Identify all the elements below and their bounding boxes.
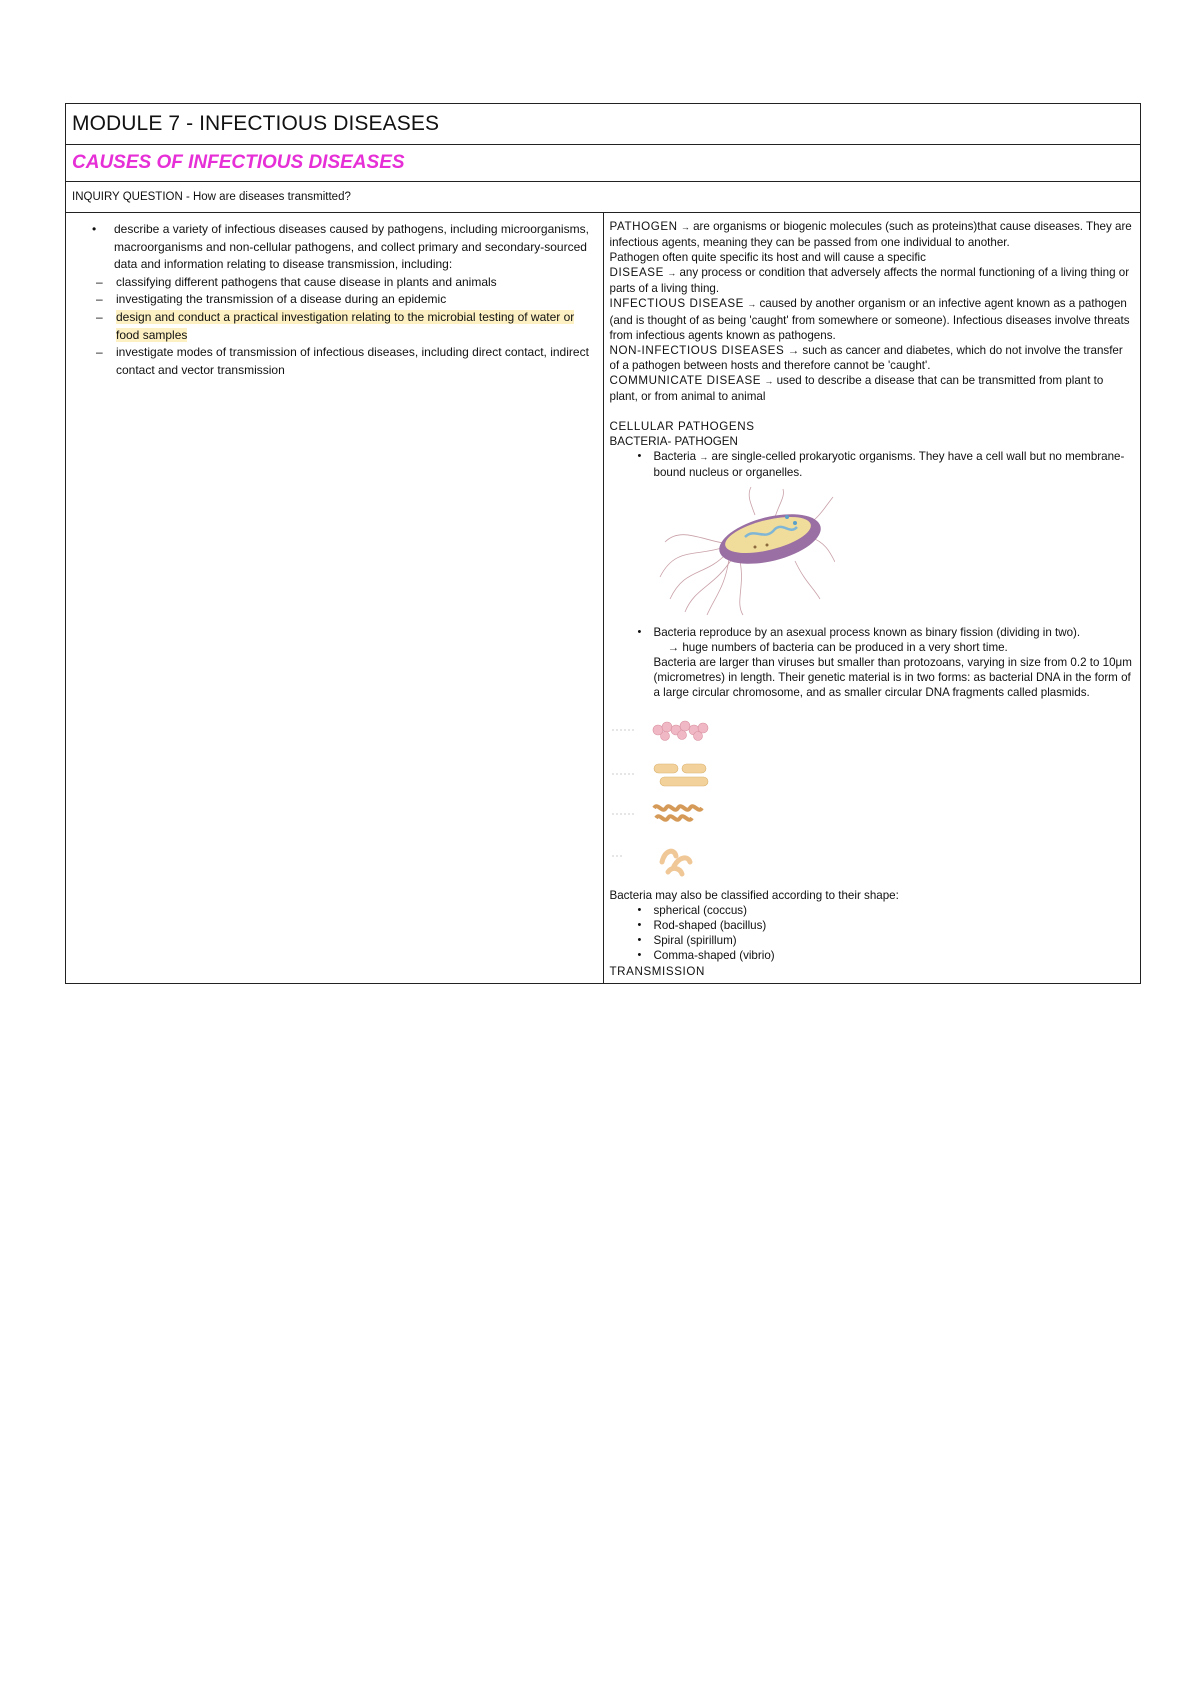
shape-list [610,903,1135,963]
coccus-image [610,716,730,758]
binary-fission-text: • Bacteria reproduce by an asexual process known as binary fission (dividing in two). [637,625,1081,639]
bacterium-diagram [655,487,835,617]
shape-list-item: • Comma-shaped (vibrio) [637,949,775,963]
cellular-pathogens-heading: CELLULAR PATHOGENS [609,420,755,434]
bacteria-shapes-figure [610,716,730,884]
syllabus-sub-item-text: investigate modes of transmission of infectious diseases, including direct contact, indirect contact and vector transmission [116,345,589,377]
bacteria-heading: BACTERIA- PATHOGEN [609,435,738,449]
bacteria-definition: • Bacteria → are single-celled prokaryotic organisms. They have a cell wall but no membrane-bound nucleus or organelles. [637,450,1125,480]
dash-glyph: – [96,292,103,307]
dash-glyph: – [96,345,103,360]
shape-list-item: • Spiral (spirillum) [637,934,737,948]
syllabus-column [66,213,604,984]
inquiry-cell [66,182,1141,213]
syllabus-sub-item [96,291,595,309]
vibrio-image [610,842,730,884]
pathogen-note: Pathogen often quite specific its host and will cause a specific [609,251,926,265]
syllabus-sub-item-text: investigating the transmission of a disease during an epidemic [116,292,447,307]
syllabus-sub-item-text: classifying different pathogens that cause disease in plants and animals [116,274,497,289]
title-cell [66,104,1141,145]
syllabus-sub-item [96,309,595,344]
non-infectious-definition: NON-INFECTIOUS DISEASES → such as cancer and diabetes, which do not involve the transfer of a pathogen between hosts and therefore cannot be 'caught'. [609,343,1123,372]
syllabus-sub-list [96,274,595,380]
inquiry-question: INQUIRY QUESTION - How are diseases transmitted? [72,191,351,203]
disease-definition: DISEASE → any process or condition that adversely affects the normal functioning of a living thing or parts of a living thing. [609,266,1130,296]
syllabus-main-text: describe a variety of infectious diseases caused by pathogens, including microorganisms, macroorganisms and non-cellular pathogens, and collect primary and secondary-sourced data and information relating to disease transmission, including: [114,222,589,272]
module-table [65,103,1141,984]
shape-intro: Bacteria may also be classified according to their shape: [609,889,899,903]
spirillum-image [610,800,730,842]
shape-list-item: • Rod-shaped (bacillus) [637,919,767,933]
dash-glyph: – [96,309,103,324]
syllabus-main-bullet [76,221,595,274]
infectious-disease-definition: INFECTIOUS DISEASE → caused by another organism or an infective agent known as a pathogen (and is thought of as being 'caught' from somewhere or someone). Infectious diseases involve threats from infectious agents known as pathogens. [609,297,1130,342]
document-page [65,103,1141,984]
shape-list-item: • spherical (coccus) [637,904,747,918]
communicate-disease-definition: COMMUNICATE DISEASE → used to describe a disease that can be transmitted from plant to plant, or from animal to animal [609,373,1104,404]
syllabus-sub-item-text: design and conduct a practical investigation relating to the microbial testing of water or food samples [116,309,575,342]
notes-column [603,213,1141,984]
module-title: MODULE 7 - INFECTIOUS DISEASES [72,112,440,135]
bullet-glyph: • [92,222,97,236]
bacillus-image [610,758,730,800]
bacteria-size-text: Bacteria are larger than viruses but smaller than protozoans, varying in size from 0.2 to 10μm (micrometres) in length. Their genetic material is in two forms: as bacterial DNA in the form of a large circular chromosome, and as smaller circular DNA fragments called plasmids. [653,655,1132,699]
dash-glyph: – [96,274,103,289]
section-title: CAUSES OF INFECTIOUS DISEASES [72,152,405,173]
section-cell [66,145,1141,182]
pathogen-definition: PATHOGEN → are organisms or biogenic molecules (such as proteins)that cause diseases. They are infectious agents, meaning they can be passed from one individual to another. [609,220,1132,250]
transmission-heading: TRANSMISSION [609,964,705,978]
syllabus-sub-item [96,344,595,379]
syllabus-sub-item [96,274,595,292]
binary-fission-note: → huge numbers of bacteria can be produced in a very short time. [667,640,1008,654]
